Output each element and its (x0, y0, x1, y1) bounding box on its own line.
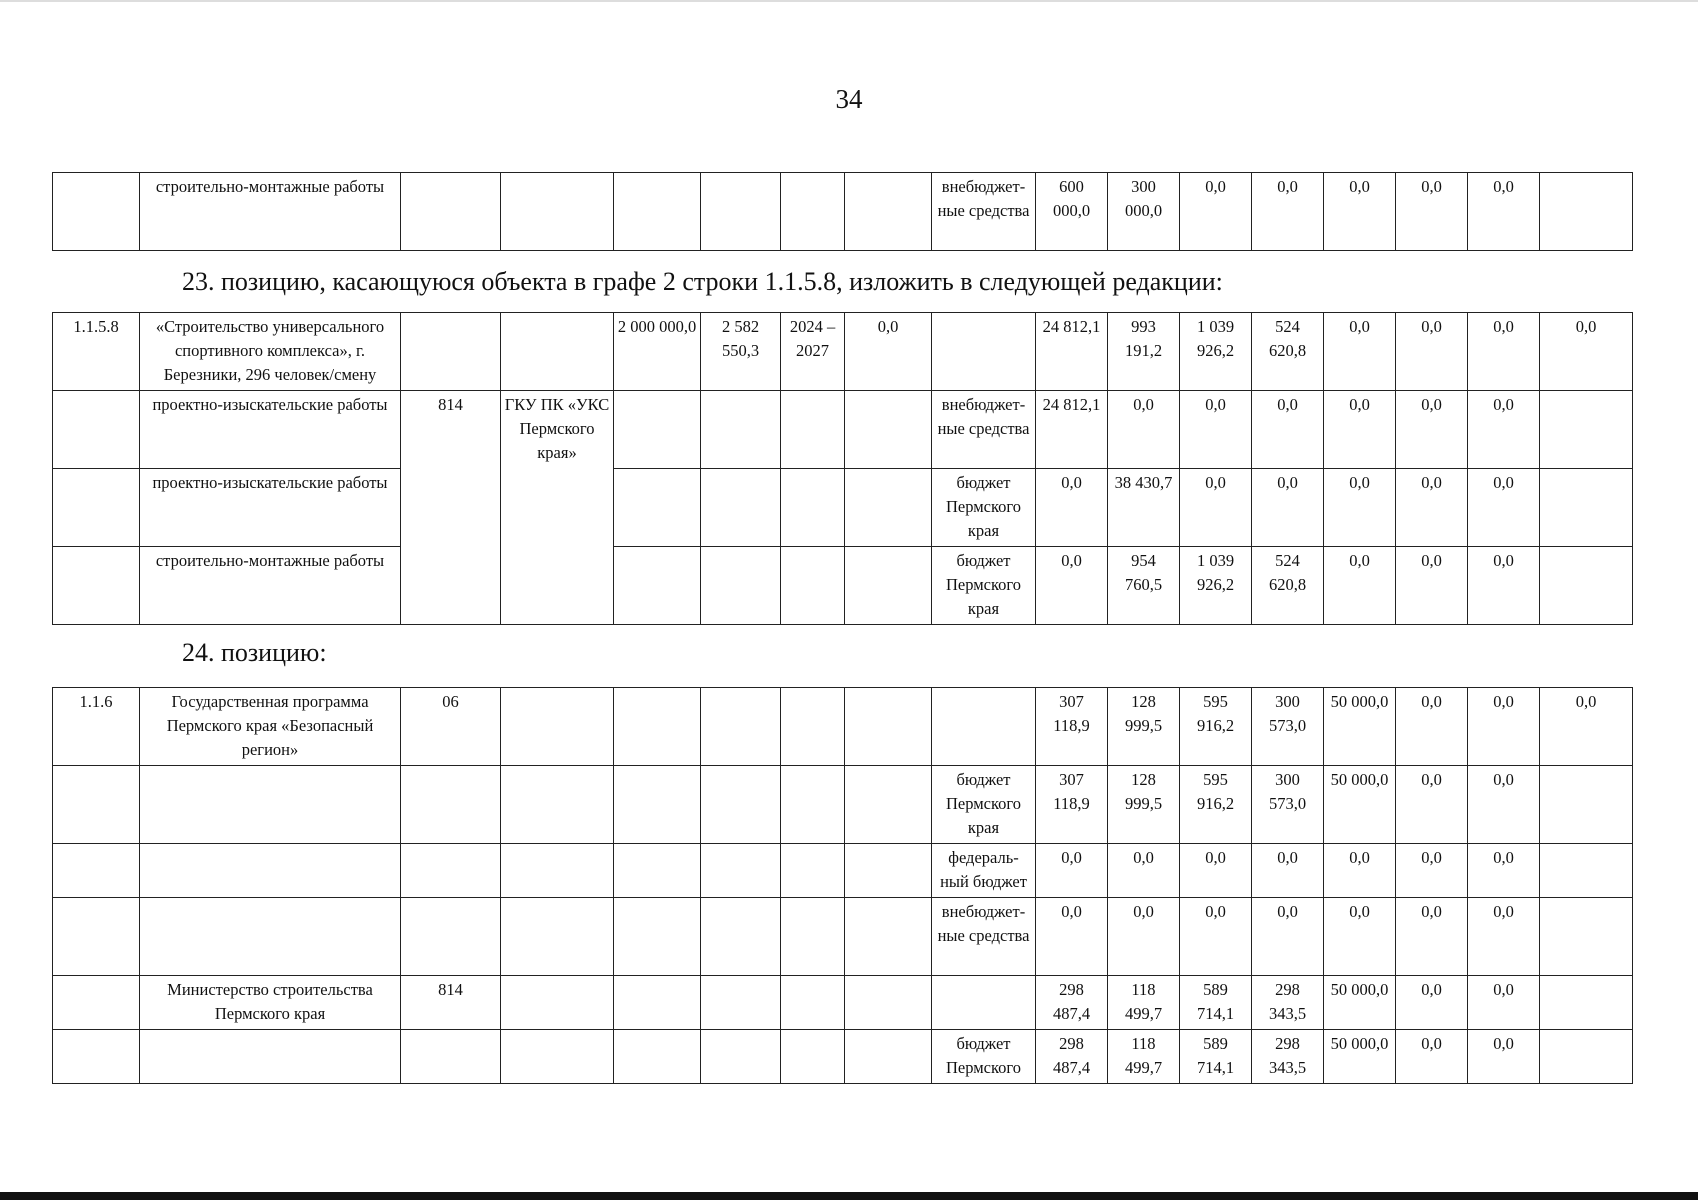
cell (614, 898, 701, 976)
cell (501, 898, 614, 976)
cell (845, 844, 932, 898)
cell (845, 391, 932, 469)
cell (701, 976, 781, 1030)
cell: 0,0 (1396, 547, 1468, 625)
cell: 0,0 (1396, 898, 1468, 976)
cell (401, 766, 501, 844)
cell (1540, 898, 1633, 976)
cell: 0,0 (1468, 976, 1540, 1030)
cell (781, 1030, 845, 1084)
cell: 589 714,1 (1180, 1030, 1252, 1084)
cell (614, 391, 701, 469)
cell (1540, 173, 1633, 251)
cell: 0,0 (1252, 898, 1324, 976)
cell (501, 313, 614, 391)
cell (614, 547, 701, 625)
cell: 38 430,7 (1108, 469, 1180, 547)
cell: 0,0 (1396, 173, 1468, 251)
cell (781, 898, 845, 976)
cell (401, 313, 501, 391)
cell: 1.1.6 (53, 688, 140, 766)
cell: 0,0 (1468, 844, 1540, 898)
table-row (53, 469, 1633, 547)
cell (501, 688, 614, 766)
cell (781, 391, 845, 469)
table-row (53, 976, 1633, 1030)
cell: 24 812,1 (1036, 391, 1108, 469)
cell (781, 976, 845, 1030)
cell: 0,0 (1396, 976, 1468, 1030)
cell: 0,0 (1036, 547, 1108, 625)
cell (1540, 469, 1633, 547)
cell: 0,0 (1252, 469, 1324, 547)
cell (401, 1030, 501, 1084)
cell (501, 844, 614, 898)
cell: 0,0 (1252, 391, 1324, 469)
table-program-1-1-6 (52, 687, 1633, 1084)
cell (501, 173, 614, 251)
cell (701, 173, 781, 251)
cell (614, 976, 701, 1030)
cell: 0,0 (1180, 173, 1252, 251)
cell (845, 688, 932, 766)
cell (1540, 391, 1633, 469)
cell (701, 844, 781, 898)
cell (401, 173, 501, 251)
cell (1540, 844, 1633, 898)
cell (53, 898, 140, 976)
cell: 0,0 (1036, 898, 1108, 976)
cell: бюджет Пермского (932, 1030, 1036, 1084)
cell: 0,0 (1108, 898, 1180, 976)
cell: 0,0 (1396, 391, 1468, 469)
cell: 0,0 (1396, 1030, 1468, 1084)
cell (53, 766, 140, 844)
cell (701, 391, 781, 469)
cell (932, 976, 1036, 1030)
table-row (53, 898, 1633, 976)
cell: 0,0 (1396, 469, 1468, 547)
cell: 1 039 926,2 (1180, 313, 1252, 391)
cell: 118 499,7 (1108, 1030, 1180, 1084)
cell: 0,0 (1180, 391, 1252, 469)
cell (614, 688, 701, 766)
cell: 1.1.5.8 (53, 313, 140, 391)
cell: 298 343,5 (1252, 1030, 1324, 1084)
cell-code: 814 (401, 391, 501, 625)
cell: 0,0 (1468, 1030, 1540, 1084)
cell: Министерство строительства Пермского края (140, 976, 401, 1030)
heading-item-24: 24. позицию: (182, 638, 327, 667)
cell: 0,0 (845, 313, 932, 391)
cell (845, 766, 932, 844)
cell (614, 766, 701, 844)
cell: 50 000,0 (1324, 766, 1396, 844)
cell: 307 118,9 (1036, 766, 1108, 844)
cell (53, 391, 140, 469)
cell (614, 844, 701, 898)
cell: 128 999,5 (1108, 688, 1180, 766)
cell: 128 999,5 (1108, 766, 1180, 844)
cell (781, 469, 845, 547)
cell: 0,0 (1252, 844, 1324, 898)
cell: 300 573,0 (1252, 688, 1324, 766)
cell: 0,0 (1468, 313, 1540, 391)
cell: Государственная программа Пермского края «Безопасный регион» (140, 688, 401, 766)
cell: 524 620,8 (1252, 313, 1324, 391)
cell: 2024 – 2027 (781, 313, 845, 391)
cell: 0,0 (1252, 173, 1324, 251)
cell (614, 1030, 701, 1084)
cell (845, 469, 932, 547)
cell (845, 976, 932, 1030)
cell (53, 173, 140, 251)
cell (53, 976, 140, 1030)
cell: 0,0 (1468, 766, 1540, 844)
cell (140, 844, 401, 898)
cell: 0,0 (1180, 469, 1252, 547)
cell (781, 844, 845, 898)
cell (845, 547, 932, 625)
page-number: 34 (835, 84, 863, 114)
cell: 0,0 (1324, 898, 1396, 976)
cell: 298 487,4 (1036, 976, 1108, 1030)
cell: 300 000,0 (1108, 173, 1180, 251)
cell: 50 000,0 (1324, 688, 1396, 766)
cell: 2 000 000,0 (614, 313, 701, 391)
cell: 0,0 (1180, 898, 1252, 976)
cell (1540, 547, 1633, 625)
cell: 0,0 (1540, 688, 1633, 766)
cell: 595 916,2 (1180, 688, 1252, 766)
heading-item-23: 23. позицию, касающуюся объекта в графе 2 строки 1.1.5.8, изложить в следующей редакции: (182, 267, 1223, 296)
table-row (53, 547, 1633, 625)
cell: 1 039 926,2 (1180, 547, 1252, 625)
cell (140, 898, 401, 976)
cell: 0,0 (1468, 173, 1540, 251)
cell (701, 898, 781, 976)
cell: 300 573,0 (1252, 766, 1324, 844)
cell: бюджет Пермского края (932, 469, 1036, 547)
cell: проектно-изыскательские работы (140, 469, 401, 547)
cell: 0,0 (1468, 898, 1540, 976)
cell: 595 916,2 (1180, 766, 1252, 844)
cell (614, 469, 701, 547)
cell (401, 844, 501, 898)
cell: 0,0 (1396, 844, 1468, 898)
table-row (53, 1030, 1633, 1084)
cell: 50 000,0 (1324, 1030, 1396, 1084)
cell: бюджет Пермского края (932, 547, 1036, 625)
cell: внебюджет-ные средства (932, 391, 1036, 469)
cell (1540, 976, 1633, 1030)
table-object-1-1-5-8 (52, 312, 1633, 625)
cell (614, 173, 701, 251)
cell (701, 766, 781, 844)
cell: 0,0 (1468, 391, 1540, 469)
cell (701, 547, 781, 625)
cell: 0,0 (1396, 766, 1468, 844)
cell: 0,0 (1540, 313, 1633, 391)
cell (501, 976, 614, 1030)
cell (701, 688, 781, 766)
cell (501, 1030, 614, 1084)
cell (140, 766, 401, 844)
cell: бюджет Пермского края (932, 766, 1036, 844)
cell (401, 898, 501, 976)
cell (781, 688, 845, 766)
cell (1540, 1030, 1633, 1084)
cell (53, 469, 140, 547)
cell (932, 688, 1036, 766)
cell: 24 812,1 (1036, 313, 1108, 391)
cell: 0,0 (1324, 469, 1396, 547)
cell: 307 118,9 (1036, 688, 1108, 766)
cell-organization: ГКУ ПК «УКС Пермского края» (501, 391, 614, 625)
cell (781, 547, 845, 625)
cell: 954 760,5 (1108, 547, 1180, 625)
scan-bottom-edge (0, 1192, 1698, 1200)
cell (932, 313, 1036, 391)
cell: строительно-монтажные работы (140, 547, 401, 625)
cell: строительно-монтажные работы (140, 173, 401, 251)
cell: 0,0 (1036, 844, 1108, 898)
cell (845, 898, 932, 976)
cell: 0,0 (1324, 844, 1396, 898)
cell: 600 000,0 (1036, 173, 1108, 251)
cell: 814 (401, 976, 501, 1030)
table-row (53, 688, 1633, 766)
cell (781, 173, 845, 251)
cell (1540, 766, 1633, 844)
cell (701, 1030, 781, 1084)
cell (701, 469, 781, 547)
cell (53, 1030, 140, 1084)
table-row (53, 766, 1633, 844)
cell: 0,0 (1468, 547, 1540, 625)
cell (501, 766, 614, 844)
cell (845, 1030, 932, 1084)
cell: 0,0 (1036, 469, 1108, 547)
cell: 0,0 (1324, 547, 1396, 625)
cell: 118 499,7 (1108, 976, 1180, 1030)
cell: 0,0 (1324, 313, 1396, 391)
cell: 0,0 (1324, 391, 1396, 469)
table-row (53, 391, 1633, 469)
cell: внебюджет-ные средства (932, 898, 1036, 976)
cell: внебюджет-ные средства (932, 173, 1036, 251)
cell: 589 714,1 (1180, 976, 1252, 1030)
cell: 2 582 550,3 (701, 313, 781, 391)
cell: 0,0 (1468, 688, 1540, 766)
cell: федераль-ный бюджет (932, 844, 1036, 898)
cell (53, 547, 140, 625)
cell: 0,0 (1396, 688, 1468, 766)
cell: 06 (401, 688, 501, 766)
cell: 298 487,4 (1036, 1030, 1108, 1084)
cell: 0,0 (1396, 313, 1468, 391)
page-top-edge (0, 0, 1698, 2)
table-row (53, 313, 1633, 391)
cell (53, 844, 140, 898)
cell: 993 191,2 (1108, 313, 1180, 391)
cell: 0,0 (1108, 391, 1180, 469)
table-continuation (52, 172, 1633, 251)
cell: 0,0 (1324, 173, 1396, 251)
table-row (53, 173, 1633, 251)
cell (781, 766, 845, 844)
cell (845, 173, 932, 251)
table-row (53, 844, 1633, 898)
cell: 50 000,0 (1324, 976, 1396, 1030)
cell: 298 343,5 (1252, 976, 1324, 1030)
cell: «Строительство универсального спортивного комплекса», г. Березники, 296 человек/смену (140, 313, 401, 391)
cell: 0,0 (1468, 469, 1540, 547)
cell: проектно-изыскательские работы (140, 391, 401, 469)
cell: 0,0 (1108, 844, 1180, 898)
cell: 0,0 (1180, 844, 1252, 898)
cell (140, 1030, 401, 1084)
cell: 524 620,8 (1252, 547, 1324, 625)
